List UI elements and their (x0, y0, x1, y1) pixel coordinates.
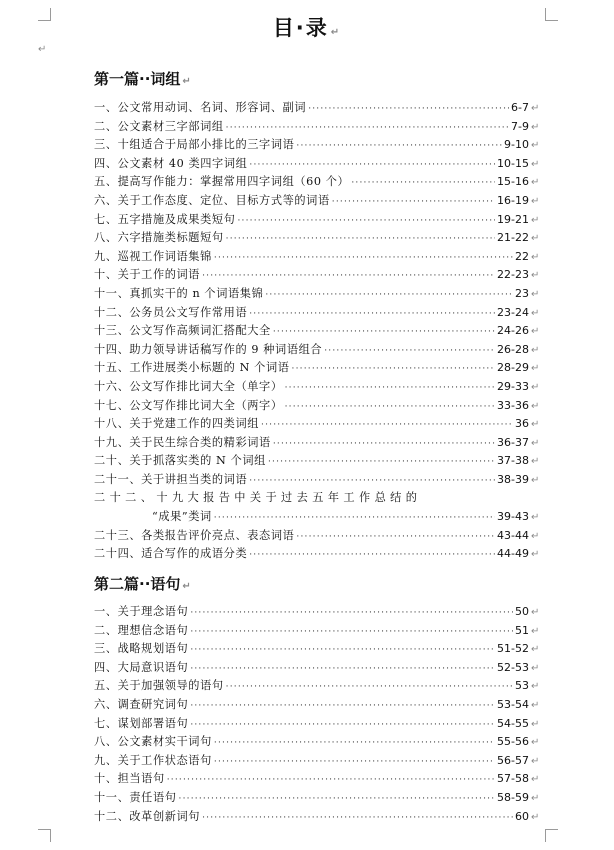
paragraph-mark-icon: ↵ (531, 103, 540, 114)
toc-page-number: 57-58 (497, 772, 530, 786)
toc-entry-label: 二十四、适合写作的成语分类 (94, 547, 248, 561)
toc-entry-label: 十三、公文写作高频词汇搭配大全 (94, 324, 271, 338)
toc-dot-leader (308, 100, 509, 119)
toc-entry[interactable] (94, 359, 540, 378)
paragraph-mark-icon: ↵ (531, 270, 540, 282)
toc-page-number: 24-26 (497, 324, 530, 338)
toc-entry-label: 九、关于工作状态语句 (94, 753, 212, 767)
toc-entry-label: 三、十组适合于局部小排比的三字词语 (94, 138, 295, 152)
toc-dot-leader (249, 305, 495, 324)
paragraph-mark-icon: ↵ (531, 381, 540, 393)
toc-dot-leader (285, 379, 495, 398)
paragraph-mark-icon: ↵ (531, 681, 540, 693)
paragraph-mark-icon: ↵ (531, 121, 540, 133)
toc-page-number: 39-43 (497, 510, 530, 524)
paragraph-mark-icon: ↵ (330, 27, 342, 38)
toc-entry[interactable] (94, 545, 540, 564)
toc-entry-label: 八、六字措施类标题短句 (94, 231, 224, 245)
toc-page-number: 56-57 (497, 753, 530, 767)
paragraph-mark-icon: ↵ (531, 737, 540, 749)
paragraph-mark-icon: ↵ (531, 512, 540, 524)
toc-page-number: 58-59 (497, 790, 530, 804)
toc-entry[interactable] (94, 770, 540, 789)
toc-entry[interactable] (94, 434, 540, 453)
toc-entry-label: 十一、真抓实干的 n 个词语集锦 (94, 286, 264, 300)
toc-dot-leader (226, 119, 509, 138)
toc-page-number: 53 (515, 679, 530, 693)
toc-dot-leader (296, 528, 495, 547)
toc-dot-leader (268, 453, 495, 472)
toc-entry-label: 五、提高写作能力：掌握常用四字词组（60 个） (94, 175, 350, 189)
paragraph-mark-icon: ↵ (531, 140, 540, 152)
toc-page-number: 23 (515, 286, 530, 300)
paragraph-mark-icon: ↵ (531, 419, 540, 431)
paragraph-mark-icon: ↵ (531, 233, 540, 245)
paragraph-mark-icon: ↵ (531, 774, 540, 786)
toc-dot-leader (292, 360, 496, 379)
toc-entry[interactable] (94, 659, 540, 678)
page-corner-mark-bottom-left (38, 829, 51, 842)
toc-entry[interactable] (94, 211, 540, 230)
toc-page-number: 10-15 (497, 156, 530, 170)
toc-page-number: 37-38 (497, 454, 530, 468)
toc-entry[interactable] (94, 118, 540, 137)
toc-entry[interactable] (94, 155, 540, 174)
toc-dot-leader (214, 249, 513, 268)
paragraph-mark-icon: ↵ (531, 662, 540, 674)
paragraph-mark-icon: ↵ (531, 644, 540, 656)
toc-entry[interactable] (94, 136, 540, 155)
toc-entry[interactable] (94, 378, 540, 397)
paragraph-mark-icon: ↵ (531, 177, 540, 189)
toc-entry-label: 四、公文素材 40 类四字词组 (94, 156, 248, 170)
toc-dot-leader (249, 156, 495, 175)
toc-page-number: 60 (515, 809, 530, 823)
toc-entry-label: 四、大局意识语句 (94, 660, 189, 674)
toc-entry-label: 十、关于工作的词语 (94, 268, 201, 282)
toc-entry[interactable] (94, 527, 540, 546)
toc-entry-label: 二十二、十九大报告中关于过去五年工作总结的 (94, 491, 422, 505)
paragraph-mark-icon: ↵ (531, 195, 540, 207)
toc-entry-label: 十二、改革创新词句 (94, 809, 201, 823)
paragraph-mark-icon: ↵ (531, 811, 540, 823)
paragraph-mark-icon: ↵ (531, 625, 540, 637)
toc-page-number: 36 (515, 417, 530, 431)
paragraph-mark-icon: ↵ (531, 456, 540, 468)
paragraph-mark-icon: ↵ (531, 251, 540, 263)
paragraph-mark-icon: ↵ (531, 158, 540, 170)
toc-dot-leader (249, 546, 495, 565)
paragraph-mark-icon: ↵ (531, 530, 540, 542)
toc-page-number: 28-29 (497, 361, 530, 375)
toc-entry-label: 七、谋划部署语句 (94, 716, 189, 730)
toc-page-number: 38-39 (497, 472, 530, 486)
toc-entry-label: “成果”类词 (152, 510, 212, 524)
toc-dot-leader (273, 435, 495, 454)
paragraph-mark-icon: ↵ (531, 718, 540, 730)
toc-page-number: 7-9 (511, 119, 530, 133)
toc-entry-label: 二、理想信念语句 (94, 623, 189, 637)
toc-dot-leader (202, 267, 495, 286)
toc-page-number: 9-10 (504, 138, 530, 152)
toc-dot-leader (190, 697, 495, 716)
paragraph-mark-icon: ↵ (531, 437, 540, 449)
toc-page-number: 19-21 (497, 212, 530, 226)
toc-entry[interactable] (94, 415, 540, 434)
paragraph-mark-icon: ↵ (531, 474, 540, 486)
toc-entry-label: 十九、关于民生综合类的精彩词语 (94, 435, 271, 449)
toc-entry[interactable] (94, 508, 540, 527)
toc-entry[interactable] (94, 266, 540, 285)
toc-page-number: 15-16 (497, 175, 530, 189)
toc-page-number: 53-54 (497, 697, 530, 711)
toc-page-number: 22 (515, 249, 530, 263)
toc-entry-label: 六、调查研究词句 (94, 697, 189, 711)
toc-list-section-1 (94, 99, 540, 564)
toc-entry[interactable] (94, 471, 540, 490)
toc-page-number: 26-28 (497, 342, 530, 356)
toc-page-number: 43-44 (497, 528, 530, 542)
paragraph-mark-icon: ↵ (38, 44, 47, 55)
toc-entry-label: 三、战略规划语句 (94, 642, 189, 656)
toc-entry[interactable] (94, 173, 540, 192)
paragraph-mark-icon: ↵ (531, 214, 540, 226)
toc-dot-leader (214, 509, 495, 528)
toc-list-section-2 (94, 603, 540, 826)
toc-entry-label: 一、公文常用动词、名词、形容词、副词 (94, 101, 307, 114)
toc-dot-leader (167, 771, 495, 790)
toc-entry[interactable] (94, 322, 540, 341)
paragraph-mark-icon: ↵ (531, 607, 540, 618)
toc-page-number: 55-56 (497, 735, 530, 749)
toc-dot-leader (202, 809, 513, 828)
toc-dot-leader (261, 416, 513, 435)
toc-entry[interactable] (94, 733, 540, 752)
toc-page-number: 51-52 (497, 642, 530, 656)
toc-entry[interactable] (94, 99, 540, 118)
toc-dot-leader (249, 472, 495, 491)
toc-page-number: 22-23 (497, 268, 530, 282)
toc-entry-label: 二十一、关于讲担当类的词语 (94, 472, 248, 486)
toc-entry-label: 十、担当语句 (94, 772, 165, 786)
toc-entry[interactable] (94, 789, 540, 808)
toc-entry[interactable] (94, 622, 540, 641)
toc-entry[interactable] (94, 452, 540, 471)
document-title: 目·录 ↵ (272, 16, 342, 40)
toc-entry-label: 十八、关于党建工作的四类词组 (94, 417, 260, 431)
toc-page-number: 6-7 (511, 101, 530, 114)
paragraph-mark-icon: ↵ (531, 363, 540, 375)
toc-dot-leader (332, 193, 495, 212)
toc-dot-leader (190, 660, 495, 679)
toc-dot-leader (226, 678, 513, 697)
toc-entry[interactable] (94, 603, 540, 622)
toc-entry[interactable] (94, 229, 540, 248)
toc-entry-label: 七、五字措施及成果类短句 (94, 212, 236, 226)
toc-dot-leader (190, 641, 495, 660)
toc-entry[interactable] (94, 248, 540, 267)
toc-entry-label: 二十、关于抓落实类的 N 个词组 (94, 454, 266, 468)
toc-entry[interactable] (94, 285, 540, 304)
toc-page-number: 21-22 (497, 231, 530, 245)
toc-dot-leader (351, 174, 495, 193)
toc-entry-label: 五、关于加强领导的语句 (94, 679, 224, 693)
toc-page-number: 51 (515, 623, 530, 637)
toc-page-number: 44-49 (497, 547, 530, 561)
toc-entry-label: 一、关于理念语句 (94, 605, 189, 618)
paragraph-mark-icon: ↵ (182, 581, 191, 592)
toc-entry-label: 六、关于工作态度、定位、目标方式等的词语 (94, 193, 330, 207)
toc-entry-label: 十五、工作进展类小标题的 N 个词语 (94, 361, 290, 375)
toc-dot-leader (273, 323, 495, 342)
paragraph-mark-icon: ↵ (531, 326, 540, 338)
paragraph-mark-icon: ↵ (531, 400, 540, 412)
toc-entry[interactable] (94, 640, 540, 659)
toc-dot-leader (214, 753, 495, 772)
toc-page-number: 16-19 (497, 193, 530, 207)
paragraph-mark-icon: ↵ (531, 307, 540, 319)
toc-dot-leader (285, 398, 495, 417)
toc-entry-label: 十七、公文写作排比词大全（两字） (94, 398, 283, 412)
paragraph-mark-icon: ↵ (531, 699, 540, 711)
toc-entry-label: 十六、公文写作排比词大全（单字） (94, 379, 283, 393)
toc-page-number: 52-53 (497, 660, 530, 674)
toc-dot-leader (324, 342, 495, 361)
toc-entry[interactable] (94, 304, 540, 323)
toc-page-number: 33-36 (497, 398, 530, 412)
toc-dot-leader (190, 623, 513, 642)
paragraph-mark-icon: ↵ (531, 792, 540, 804)
toc-dot-leader (296, 137, 502, 156)
toc-entry-label: 十四、助力领导讲话稿写作的 9 种词语组合 (94, 342, 323, 356)
toc-entry-label: 十一、责任语句 (94, 790, 177, 804)
toc-entry[interactable] (94, 341, 540, 360)
paragraph-mark-icon: ↵ (531, 549, 540, 561)
paragraph-mark-icon: ↵ (182, 76, 191, 87)
paragraph-mark-icon: ↵ (531, 288, 540, 300)
toc-entry-label: 九、巡视工作词语集锦 (94, 249, 212, 263)
toc-page-number: 54-55 (497, 716, 530, 730)
paragraph-mark-icon: ↵ (531, 344, 540, 356)
page-corner-mark-bottom-right (545, 829, 558, 842)
paragraph-mark-icon: ↵ (531, 755, 540, 767)
toc-page-number: 50 (515, 605, 530, 618)
toc-page-number: 36-37 (497, 435, 530, 449)
toc-dot-leader (237, 212, 495, 231)
toc-entry[interactable] (94, 489, 540, 508)
toc-entry-label: 十二、公务员公文写作常用语 (94, 305, 248, 319)
toc-dot-leader (214, 734, 495, 753)
toc-entry-label: 八、公文素材实干词句 (94, 735, 212, 749)
toc-entry[interactable] (94, 192, 540, 211)
toc-dot-leader (190, 604, 513, 623)
toc-entry-label: 二十三、各类报告评价亮点、表态词语 (94, 528, 295, 542)
toc-entry[interactable] (94, 397, 540, 416)
toc-entry[interactable] (94, 677, 540, 696)
toc-dot-leader (226, 230, 495, 249)
toc-entry[interactable] (94, 808, 540, 827)
toc-entry-label: 二、公文素材三字部词组 (94, 119, 224, 133)
toc-page-number: 23-24 (497, 305, 530, 319)
toc-page-number: 29-33 (497, 379, 530, 393)
section-heading-2: 第二篇··语句 ↵ (94, 575, 191, 593)
toc-dot-leader (190, 716, 495, 735)
toc-entry[interactable] (94, 696, 540, 715)
toc-entry[interactable] (94, 715, 540, 734)
toc-entry[interactable] (94, 752, 540, 771)
toc-dot-leader (265, 286, 513, 305)
toc-dot-leader (179, 790, 496, 809)
section-heading-1: 第一篇··词组 ↵ (94, 70, 191, 88)
